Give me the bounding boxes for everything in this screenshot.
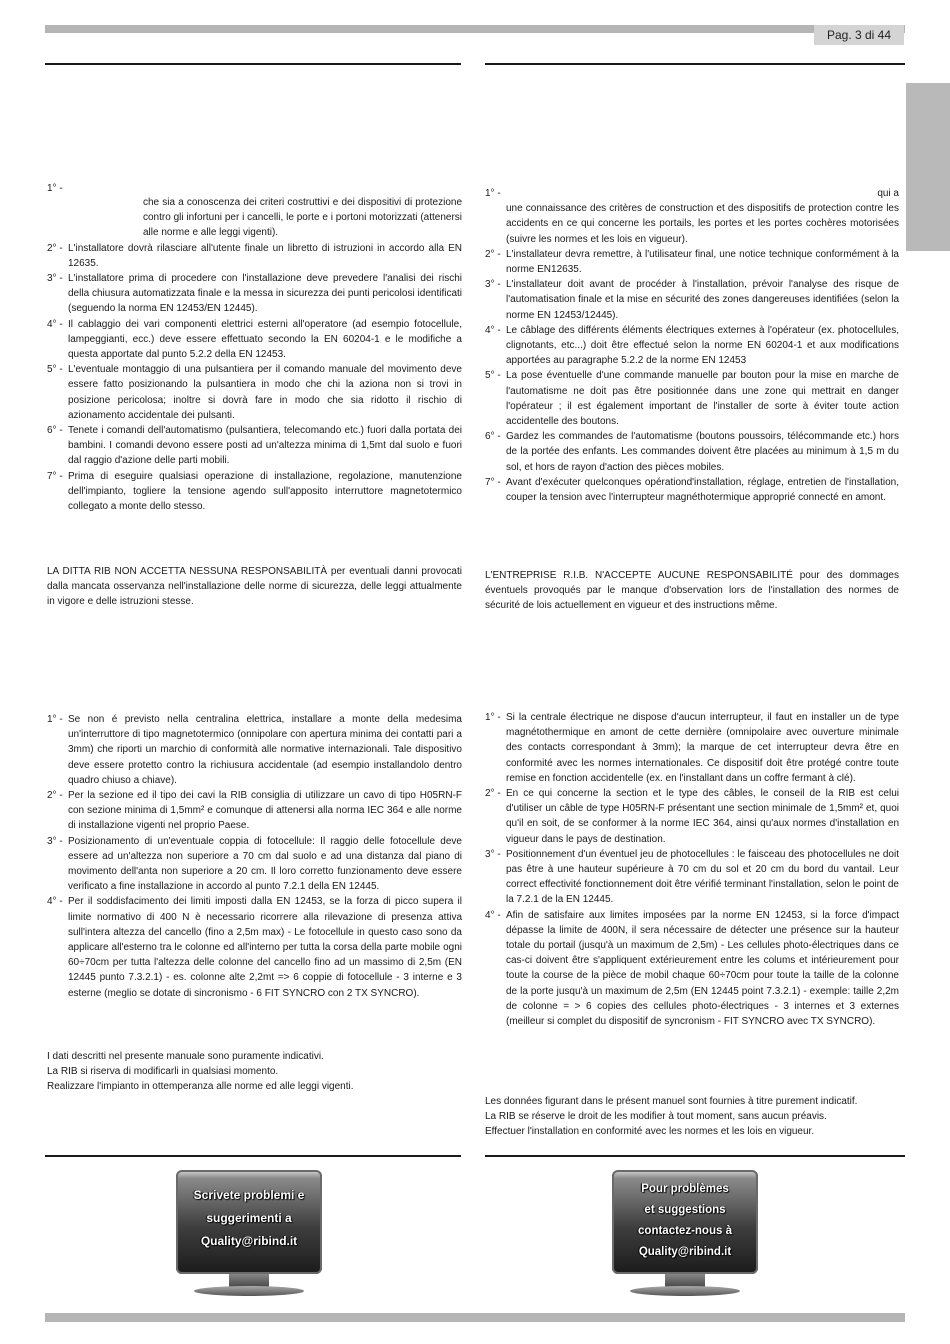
it-item-5: 5° - L'eventuale montaggio di una pulsantiera per il comando manuale del movimento deve essere fatto posizionando la pulsantiera in modo che chi la aziona non si trovi in posizione pericolosa; inoltre si dovrà fare in modo che sia ridotto il rischio di azionamento accidentale dei pulsanti. [47,364,462,421]
page-number: Pag. 3 di 44 [814,25,904,45]
it-item-3: 3° - L'installatore prima di procedere con l'installazione deve prevedere l'analisi dei rischi della chiusura automatizzata finale e la messa in sicurezza dei punti pericolosi identificati (seguendo la norma EN 12453/EN 12445). [47,273,462,315]
it-elec-item-2: 2° - Per la sezione ed il tipo dei cavi la RIB consiglia di utilizzare un cavo di tipo H05RN-F con sezione minima di 1,5mm² e comunque di attenersi alla norma IEC 364 e alle norme di installazione vigenti nel proprio Paese. [47,790,462,832]
fr-disclaimer: L'ENTREPRISE R.I.B. N'ACCEPTE AUCUNE RESPONSABILITÉ pour des dommages éventuels provoqués par le manque d'observation lors de l'installation des normes de sécurité de lois actuellement en vigueur et des instructions même. [485,570,899,612]
fr-item-6: 6° - Gardez les commandes de l'automatisme (boutons poussoirs, télécommande etc.) hors de la portée des enfants. Les commandes doivent être placées au minimum à 1,5 m du sol, et hors de rayon d'action des pièces mobiles. [485,431,899,473]
fr-elec-item-4: 4° - Afin de satisfaire aux limites imposées par la norme EN 12453, si la force d'impact dépasse la limite de 400N, il sera nécessaire de détecter une présence sur la hauteur totale du portail (jusqu'à un maximum de 2,5m) - Les cellules photo-électriques dans ce cas-ci doivent être s'appliquent extérieurement entre les colums et intérieurement pour toute la course de la pièce de mobil chaque 60÷70cm pour toute la taille de la colonne de la porte jusqu'à un maximum de 2,5m (EN 12445 point 7.3.2.1) - exemple: taille 2,2m de colonne = > 6 copies des cellules photo-électriques - 3 internes et 3 externes (meilleur si complet du dispositif de syncronism - FIT SYNCRO avec TX SYNCRO). [485,909,899,1028]
it-safety-list [47,181,462,514]
fr-item-1: 1° - qui a une connaissance des critères de construction et des dispositifs de protection contre les accidents en ce qui concerne les portails, les portes et les portes cochères motorisées (suivre les normes et les lois en vigueur). [485,188,899,245]
fr-elec-item-1: 1° - Si la centrale électrique ne dispose d'aucun interrupteur, il faut en installer un de type magnétothermique en amont de cette dernière (omnipolaire avec ouverture minimale des contacts correspondant à 3mm); la marque de cet interrupteur devra être en conformité avec les normes internationales. Ce dispositif doit être protégé contre toute remise en fonction accidentelle (ex. en l'installant dans un coffre fermant à clé). [485,712,899,784]
fr-item-4: 4° - Le câblage des différents éléments électriques externes à l'opérateur (ex. photocellules, clignotants, etc...) doit être effectué selon la norme EN 60204-1 et aux modifications apportées au paragraphe 5.2.2 de la norme EN 12453 [485,324,899,367]
bottom-bar [45,1313,905,1322]
fr-item-2: 2° - L'installateur devra remettre, à l'utilisateur final, une notice technique conformément à la norme EN12635. [485,248,899,276]
it-elec-item-1: 1° - Se non é previsto nella centralina elettrica, installare a monte della medesima un'interruttore di tipo magnetotermico (onnipolare con apertura minima dei contatti pari a 3mm) che riporti un marchio di conformità alle normative internazionali. Tale dispositivo deve essere protetto contro la richiusura accidentale (ad esempio installandolo dentro quadro chiuso a chiave). [47,714,462,786]
monitor-screen: Scrivete problemi e suggerimenti a Quality@ribind.it [176,1170,322,1274]
fr-item-7: 7° - Avant d'exécuter quelconques opérationd'installation, réglage, entretien de l'installation, couper la tension avec l'interrupteur magnéthotermique approprié connecté en amont. [485,476,899,504]
it-item-1: 1° - che sia a conoscenza dei criteri costruttivi e dei dispositivi di protezione contro gli infortuni per i cancelli, le porte e i portoni motorizzati (attenersi alle norme e alle leggi vigenti). [47,183,462,239]
it-contact-monitor [176,1170,322,1300]
fr-notes: Les données figurant dans le présent manuel sont fournies à titre purement indicatif. La RIB se réserve le droit de les modifier à tout moment, sans aucun préavis. Effectuer l'installation en conformité avec les normes et les lois en vigueur. [485,1096,858,1138]
it-elec-item-4: 4° - Per il soddisfacimento dei limiti imposti dalla EN 12453, se la forza di picco supera il limite normativo di 400 N è necessario ricorrere alla rilevazione di presenza attiva sull'intera altezza del cancello (fino a 2,5m max) - Le fotocellule in questo caso sono da applicare all'esterno tra le colonne ed all'interno per tutta la corsa della parte mobile ogni 60÷70cm per tutta l'altezza delle colonne del cancello fino ad un massimo di 2,5m (EN 12445 punto 7.3.2.1) - es. colonne alte 2,2mt => 6 coppie di fotocellule - 3 interne e 3 esterne (meglio se dotate di sincronismo - 6 FIT SYNCRO con 2 TX SYNCRO). [47,896,462,999]
column-rule-it-bottom [45,1155,461,1157]
monitor-base [194,1286,304,1296]
it-item-6: 6° - Tenete i comandi dell'automatismo (pulsantiera, telecomando etc.) fuori dalla portata dei bambini. I comandi devono essere posti ad un'altezza minima di 1,5mt dal suolo e fuori dal raggio d'azione delle parti mobili. [47,425,462,467]
column-rule-fr-top [485,63,905,65]
column-rule-it-top [45,63,461,65]
it-notes: I dati descritti nel presente manuale sono puramente indicativi. La RIB si riserva di modificarli in qualsiasi momento. Realizzare l'impianto in ottemperanza alle norme ed alle leggi vigenti. [47,1051,354,1093]
fr-item-5: 5° - La pose éventuelle d'une commande manuelle par bouton pour la mise en marche de l'automatisme ne doit pas être positionnée dans une zone qui mettrait en danger l'opérateur ; il est également important de l'installer de sorte à éviter toute action accidentelle des boutons. [485,370,899,428]
fr-electrical-list [485,710,899,1029]
fr-contact-monitor [612,1170,758,1300]
monitor-base [630,1286,740,1296]
it-electrical-list [47,712,462,1001]
it-item-4: 4° - Il cablaggio dei vari componenti elettrici esterni all'operatore (ad esempio fotocellule, lampeggianti, ecc.) deve essere effettuato secondo la EN 60204-1 e le modifiche a questa apportate dal punto 5.2.2 della EN 12453. [47,318,462,361]
fr-elec-item-2: 2° - En ce qui concerne la section et le type des câbles, le conseil de la RIB est celui d'utiliser un câble de type H05RN-F présentant une section minimale de 1,5mm² et, quoi qu'il en soit, de se conformer à la norme IEC 364, ainsi qu'aux normes d'installation en vigueur dans le pays de destination. [485,788,899,845]
top-bar [45,25,905,33]
fr-safety-list [485,186,899,505]
it-item-7: 7° - Prima di eseguire qualsiasi operazione di installazione, regolazione, manutenzione dell'impianto, togliere la tensione agendo sull'apposito interruttore magnetotermico collegato a monte dello stesso. [47,470,462,513]
it-item-2: 2° - L'installatore dovrà rilasciare all'utente finale un libretto di istruzioni in accordo alla EN 12635. [47,242,462,269]
it-elec-item-3: 3° - Posizionamento di un'eventuale coppia di fotocellule: Il raggio delle fotocellule deve essere ad un'altezza non superiore a 70 cm dal suolo e ad una distanza dal piano di movimento dell'anta non superiore a 20 cm. Il loro corretto funzionamento deve essere verificato a fine installazione in accordo al punto 7.2.1 della EN 12445. [47,835,462,893]
fr-elec-item-3: 3° - Positionnement d'un éventuel jeu de photocellules : le faisceau des photocellules ne doit pas être à une hauteur supérieure à 70 cm du sol et 20 cm du bord du vantail. Leur correct effectivité fonctionnement doit être vérifié terminant l'installation, selon le point de la 7.2.1 de la EN 12445. [485,848,899,906]
column-rule-fr-bottom [485,1155,905,1157]
monitor-screen: Pour problèmes et suggestions contactez-nous à Quality@ribind.it [612,1170,758,1274]
side-tab [906,83,950,251]
it-disclaimer: LA DITTA RIB NON ACCETTA NESSUNA RESPONSABILITÀ per eventuali danni provocati dalla mancata osservanza nell'installazione delle norme di sicurezza, delle leggi attualmente in vigore e delle istruzioni stesse. [47,566,462,608]
fr-item-3: 3° - L'installateur doit avant de procéder à l'installation, prévoir l'analyse des risque de l'automatisation finale et la mise en sécurité des zones dangereuses identifiées (selon la norme EN 12453/12445). [485,279,899,321]
